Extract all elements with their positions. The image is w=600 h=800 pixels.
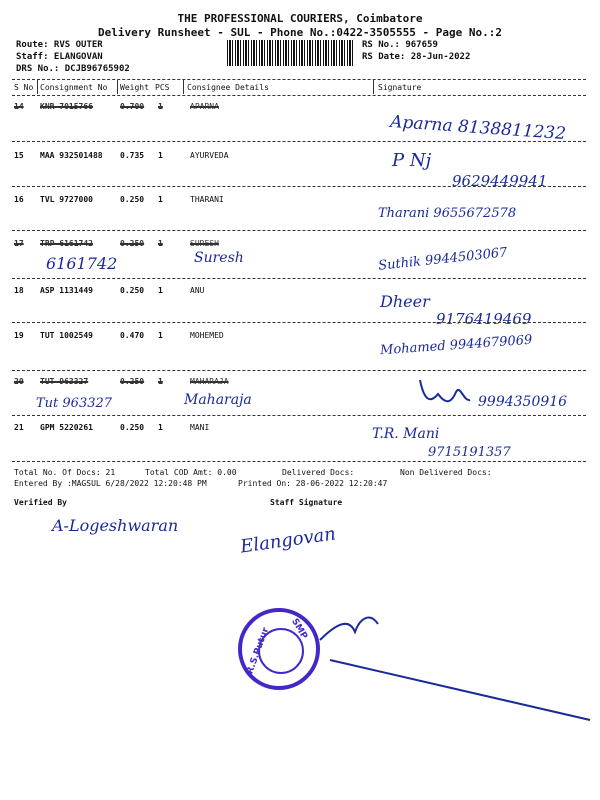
row-sno: 19 [14, 331, 24, 340]
delivered-docs: Delivered Docs: [282, 468, 355, 477]
row-consignment: TUT 1002549 [40, 331, 93, 340]
row-rule [12, 278, 586, 279]
col-consignee: Consignee Details [187, 83, 269, 92]
col-pcs: PCS [155, 83, 170, 92]
row-sno: 14 [14, 102, 24, 111]
row-rule [12, 230, 586, 231]
row-sno: 21 [14, 423, 24, 432]
entered-by: Entered By :MAGSUL 6/28/2022 12:20:48 PM [14, 479, 207, 488]
row-consignee: MANI [190, 423, 210, 432]
printed-on: Printed On: 28-06-2022 12:20:47 [238, 479, 388, 488]
col-divider [373, 80, 374, 94]
company-title: THE PROFESSIONAL COURIERS, Coimbatore [177, 12, 423, 25]
row-pcs: 1 [158, 331, 163, 340]
row-weight: 0.250 [120, 377, 145, 386]
row-consignment: TVL 9727000 [40, 195, 93, 204]
rs-number: RS No.: 967659 [362, 40, 438, 50]
signature-maharaja-scribble [410, 372, 480, 412]
row-rule [12, 186, 586, 187]
row-consignee: SURESH [190, 239, 219, 248]
signature-tharani: Tharani 9655672578 [378, 206, 517, 221]
rs-date: RS Date: 28-Jun-2022 [362, 52, 471, 62]
row-pcs: 1 [158, 102, 163, 111]
row-consignee: APARNA [190, 102, 219, 111]
col-divider [183, 80, 184, 94]
row-consignee: MAHARAJA [190, 377, 229, 386]
row-rule [12, 370, 586, 371]
signature-mohemed: Mohamed 9944679069 [379, 332, 533, 359]
row-weight: 0.735 [120, 151, 145, 160]
table-top-rule [12, 79, 586, 80]
row-weight: 0.470 [120, 331, 145, 340]
header-bottom-rule [12, 95, 586, 96]
col-weight: Weight [120, 83, 149, 92]
stamp-text-right: SMP [289, 616, 309, 642]
drs-label: DRS No.: DCJB96765902 [16, 64, 130, 74]
row-rule [12, 141, 586, 142]
staff-signature-label: Staff Signature [270, 498, 343, 507]
handwritten-name: Suresh [194, 250, 244, 266]
table-bottom-rule [12, 461, 586, 462]
row-consignee: AYURVEDA [190, 151, 229, 160]
signature-aparna: Aparna 8138811232 [389, 111, 567, 145]
row-consignment: GPM 5220261 [40, 423, 93, 432]
route-label: Route: RVS OUTER [16, 40, 103, 50]
row-pcs: 1 [158, 423, 163, 432]
row-consignment: MAA 932501488 [40, 151, 103, 160]
row-sno: 16 [14, 195, 24, 204]
signature-mani: T.R. Mani [372, 426, 440, 442]
staff-label: Staff: ELANGOVAN [16, 52, 103, 62]
signature-ayurveda: P Nj [392, 150, 432, 171]
row-consignee: ANU [190, 286, 205, 295]
total-docs: Total No. Of Docs: 21 [14, 468, 116, 477]
row-rule [12, 415, 586, 416]
stamp-text-left: R.S.Putur [245, 626, 272, 676]
barcode-image [227, 40, 353, 66]
row-weight: 0.250 [120, 423, 145, 432]
staff-signature: Elangovan [239, 523, 338, 558]
col-sno: S No [14, 83, 34, 92]
row-pcs: 1 [158, 286, 163, 295]
row-pcs: 1 [158, 195, 163, 204]
phone-maharaja: 9994350916 [478, 394, 568, 410]
row-sno: 20 [14, 377, 24, 386]
row-consignment: TUT 963327 [40, 377, 89, 386]
col-signature: Signature [378, 83, 422, 92]
row-weight: 0.250 [120, 239, 145, 248]
row-consignee: THARANI [190, 195, 224, 204]
row-weight: 0.250 [120, 286, 145, 295]
row-consignment: ASP 1131449 [40, 286, 93, 295]
verified-by-label: Verified By [14, 498, 67, 507]
phone-mani: 9715191357 [428, 445, 511, 460]
signature-anu: Dheer [380, 292, 430, 311]
phone-ayurveda: 9629449941 [452, 172, 548, 190]
verified-signature: A-Logeshwaran [52, 516, 179, 535]
col-divider [117, 80, 118, 94]
col-consignment: Consignment No [40, 83, 108, 92]
stamp-signature-stroke [300, 610, 600, 730]
handwritten-name: Maharaja [184, 392, 252, 408]
row-consignment: TRP 6161742 [40, 239, 93, 248]
handwritten-consignment: Tut 963327 [36, 396, 113, 411]
handwritten-consignment: 6161742 [46, 254, 118, 273]
row-consignment: KNR 7015766 [40, 102, 93, 111]
col-divider [37, 80, 38, 94]
row-weight: 0.700 [120, 102, 145, 111]
row-pcs: 1 [158, 151, 163, 160]
non-delivered-docs: Non Delivered Docs: [400, 468, 492, 477]
signature-suresh: Suthik 9944503067 [377, 245, 509, 274]
row-sno: 17 [14, 239, 24, 248]
phone-anu: 9176419469 [436, 310, 532, 328]
row-pcs: 1 [158, 377, 163, 386]
row-weight: 0.250 [120, 195, 145, 204]
runsheet-subtitle: Delivery Runsheet - SUL - Phone No.:0422-3505555 - Page No.:2 [98, 26, 502, 39]
row-pcs: 1 [158, 239, 163, 248]
row-rule [12, 322, 586, 323]
row-consignee: MOHEMED [190, 331, 224, 340]
total-cod: Total COD Amt: 0.00 [145, 468, 237, 477]
row-sno: 15 [14, 151, 24, 160]
row-sno: 18 [14, 286, 24, 295]
